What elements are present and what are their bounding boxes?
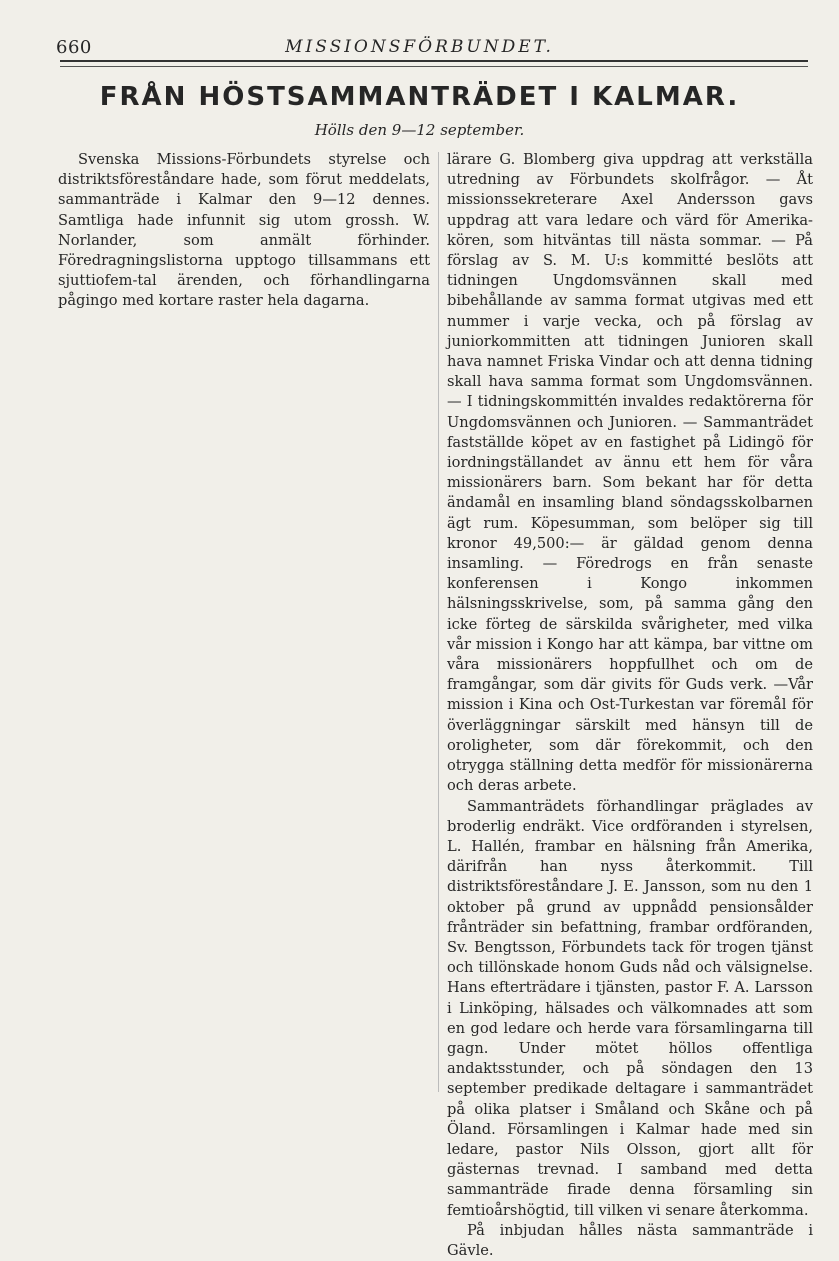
article-title: FRÅN HÖSTSAMMANTRÄDET I KALMAR. <box>99 82 740 112</box>
page-number: 660 <box>56 37 92 58</box>
column-gutter-rule <box>438 152 439 1092</box>
running-head: MISSIONSFÖRBUNDET. <box>285 37 554 57</box>
right-column <box>447 150 813 1261</box>
header-rule-thin <box>60 66 808 67</box>
paragraph: Svenska Missions-Förbundets styrelse och distriktsföreståndare hade, som förut meddelats, sammanträde i Kalmar den 9—12 dennes. Samtliga hade infunnit sig utom grossh. W. Norlander, som anmält förhinder. Föredragningslistorna upptogo tillsammans ett sjuttiofem-tal ärenden, och förhandlingarna pågingo med kortare raster hela dagarna. <box>58 151 430 310</box>
header-rule-thick <box>60 60 808 62</box>
paragraph: Sammanträdets förhandlingar präglades av broderlig endräkt. Vice ordföranden i styrelsen, L. Hallén, frambar en hälsning från Amerika, därifrån han nyss återkommit. Till distriktsföreståndare J. E. Jansson, som nu den 1 oktober på grund av uppnådd pensionsålder frånträder sin befattning, frambar ordföranden, Sv. Bengtsson, Förbundets tack för trogen tjänst och tillönskade honom Guds nåd och välsignelse. Hans efterträdare i tjänsten, pastor F. A. Larsson i Linköping, hälsades och välkomnades att som en god ledare och herde vara församlingarna till gagn. Under mötet höllos offentliga andaktsstunder, och på söndagen den 13 september predikade deltagare i sammanträdet på olika platser i Småland och Skåne och på Öland. Församlingen i Kalmar hade med sin ledare, pastor Nils Olsson, gjort allt för gästernas trevnad. I samband med detta sammanträde firade denna församling sin femtioårshögtid, till vilken vi senare återkomma. <box>447 797 813 1219</box>
article-subtitle: Hölls den 9—12 september. <box>314 121 525 139</box>
left-column <box>58 150 430 312</box>
paragraph: På inbjudan hålles nästa sammanträde i Gävle. <box>447 1221 813 1259</box>
paragraph: lärare G. Blomberg giva uppdrag att verkställa utredning av Förbundets skolfrågor. — Åt missionssekreterare Axel Andersson gavs uppdrag att vara ledare och värd för Amerika-kören, som hitväntas till nästa sommar. — På förslag av S. M. U:s kommitté beslöts att tidningen Ungdomsvännen skall med bibehållande av samma format utgivas med ett nummer i varje vecka, och på förslag av juniorkommitten att tidningen Junioren skall hava namnet Friska Vindar och att denna tidning skall hava samma format som Ungdomsvännen. — I tidningskommittén invaldes redaktörerna för Ungdomsvännen och Junioren. — Sammanträdet fastställde köpet av en fastighet på Lidingö för iordningställandet av ännu ett hem för våra missionärers barn. Som bekant har för detta ändamål en insamling bland söndagsskolbarnen ägt rum. Köpesumman, som belöper sig till kronor 49,500:— är gäldad genom denna insamling. — Föredrogs en från senaste konferensen i Kongo inkommen hälsningsskrivelse, som, på samma gång den icke förteg de särskilda svårigheter, med vilka vår mission i Kongo har att kämpa, bar vittne om våra missionärers hoppfullhet och om de framgångar, som där givits för Guds verk. —Vår mission i Kina och Ost-Turkestan var föremål för överläggningar särskilt med hänsyn till de oroligheter, som där förekommit, och den otrygga ställning detta medför för missionärerna och deras arbete. <box>447 151 813 795</box>
